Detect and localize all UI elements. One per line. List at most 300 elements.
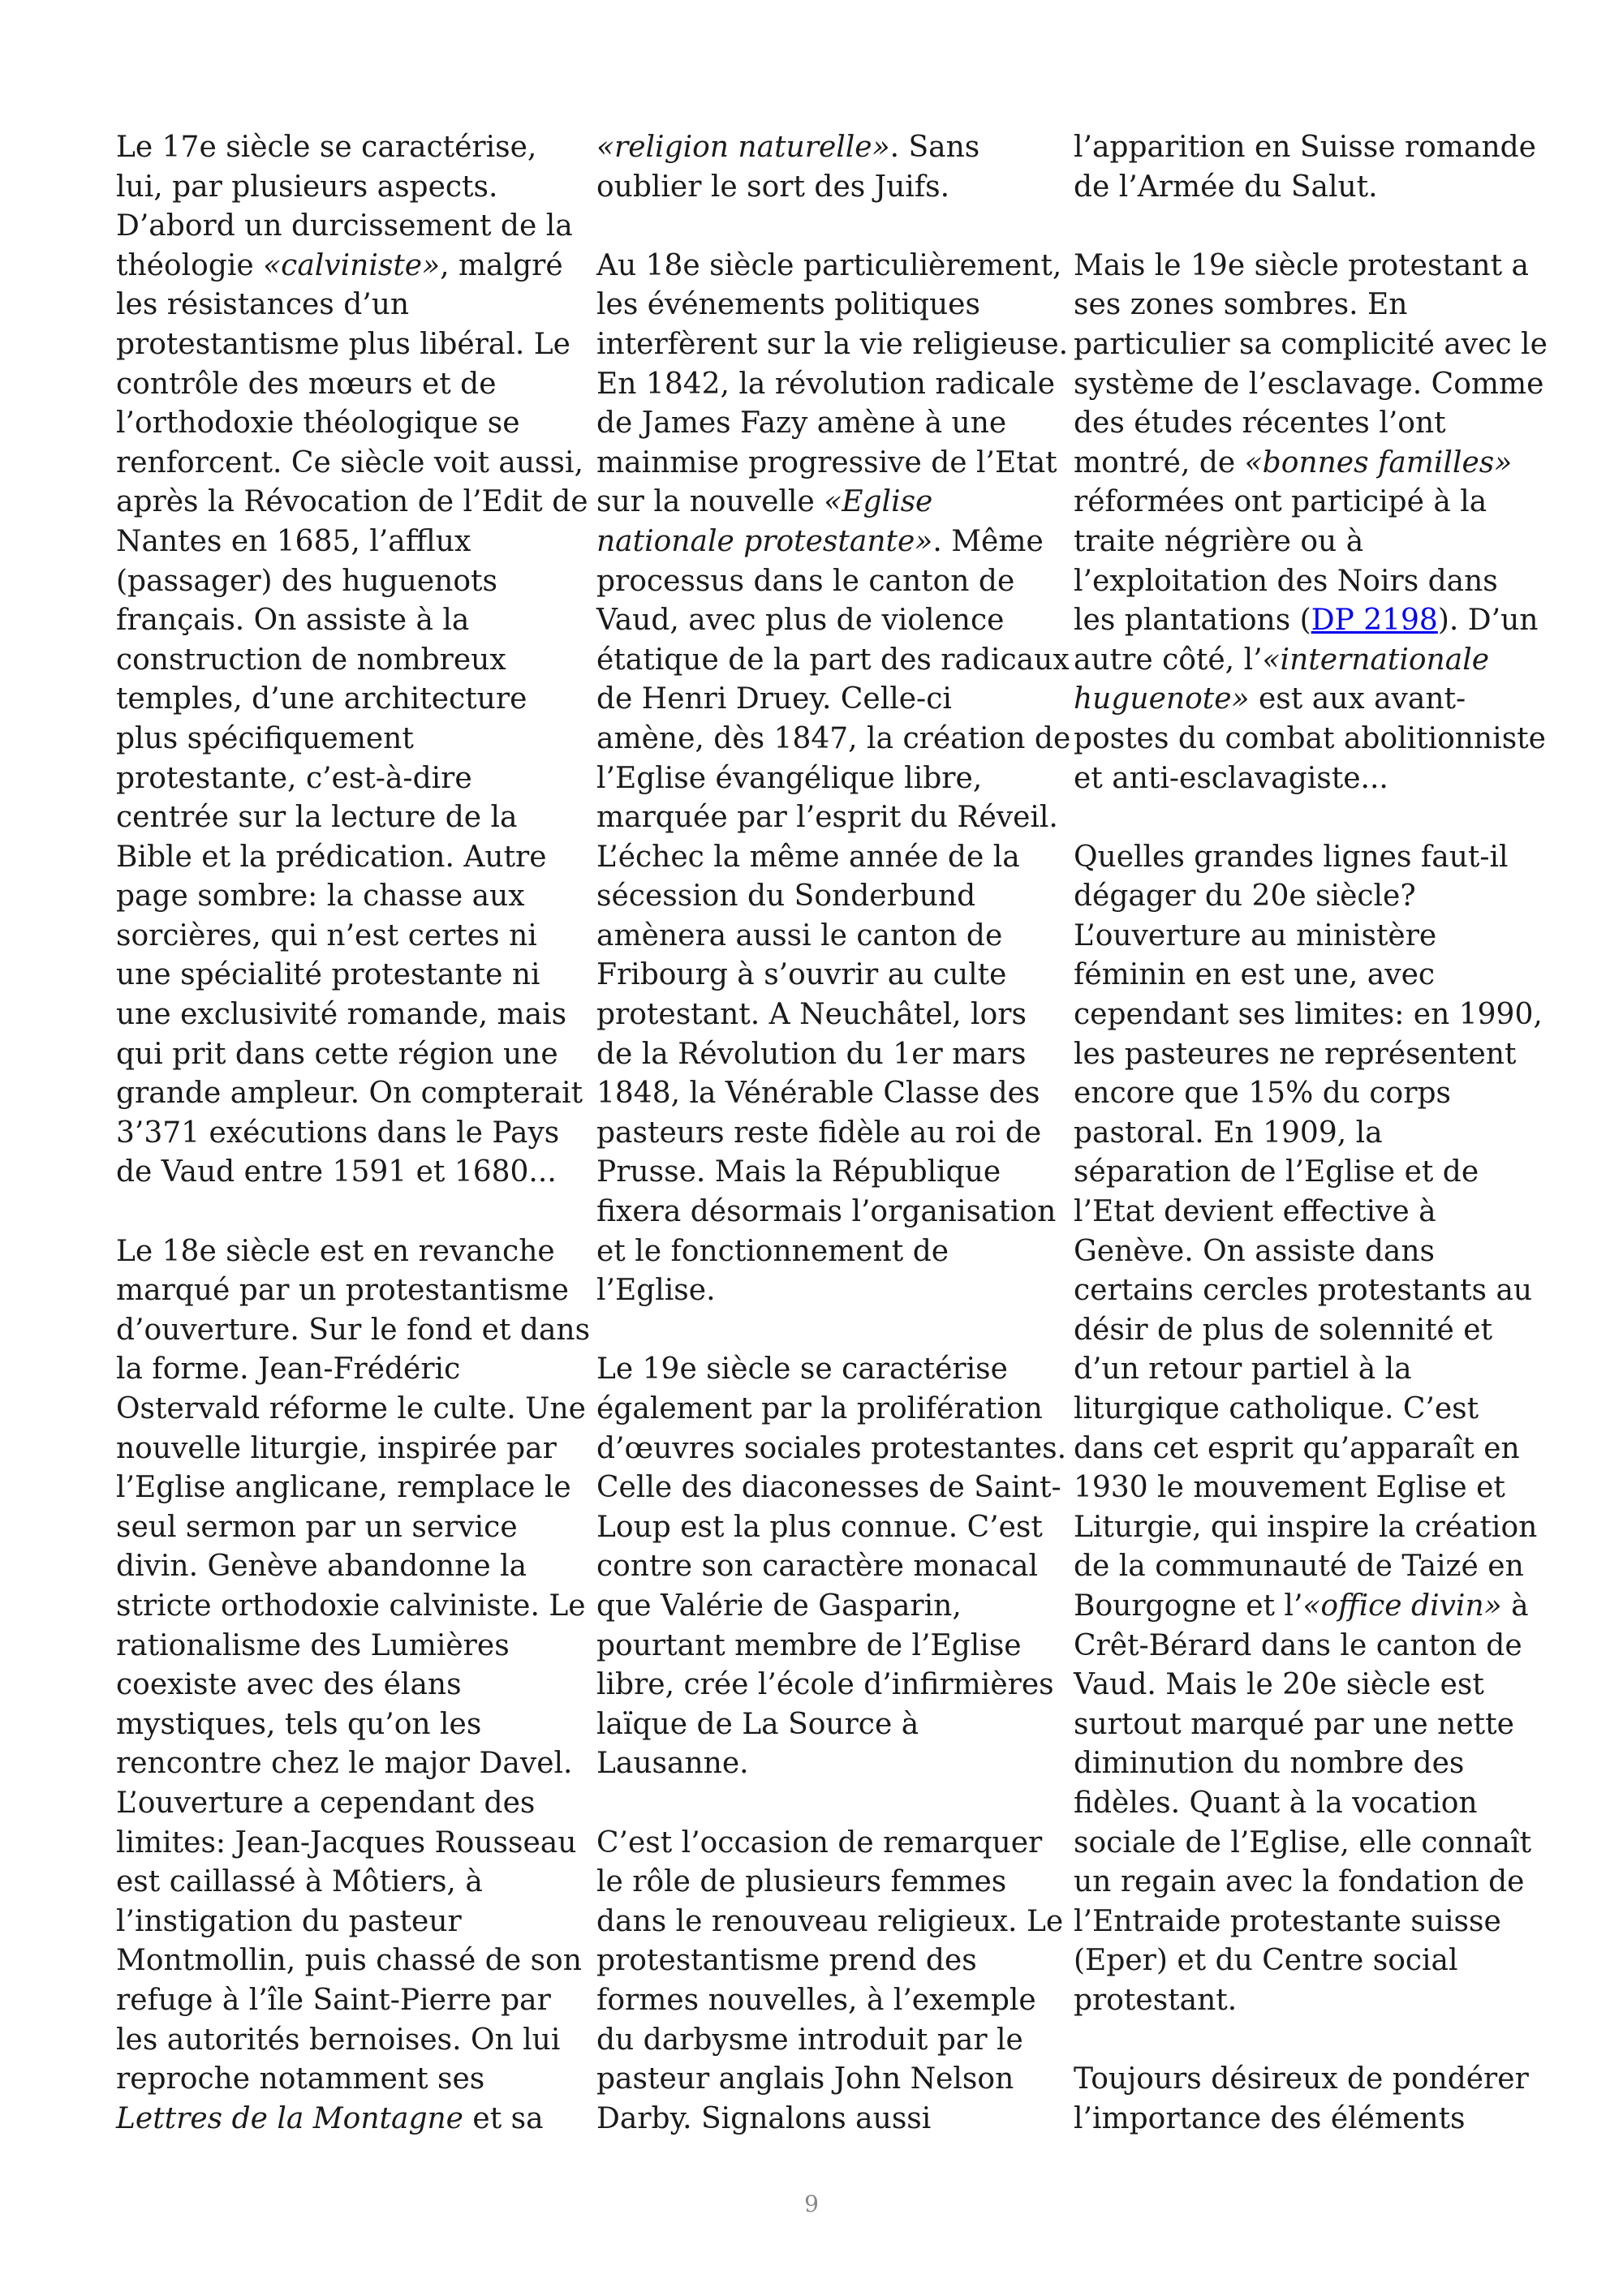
text-line (116, 917, 591, 957)
text-line (596, 168, 1071, 208)
text-run: 1848, la Vénérable Classe des (596, 1077, 1040, 1111)
text-line (596, 1193, 1071, 1232)
text-run: stricte orthodoxie calviniste. Le (116, 1589, 586, 1623)
text-line (596, 1824, 1071, 1864)
text-line (596, 1232, 1071, 1272)
text-run: étatique de la part des radicaux (596, 643, 1070, 677)
text-run: français. On assiste à la (116, 604, 470, 638)
text-run: Nantes en 1685, l’afflux (116, 524, 471, 558)
text-run: Bourgogne et l’ (1074, 1589, 1303, 1623)
text-run: seul sermon par un service (116, 1510, 518, 1544)
text-line (596, 365, 1071, 405)
text-run: Au 18e siècle particulièrement, (596, 248, 1062, 282)
text-run: d’ouverture. Sur le fond et dans (116, 1313, 591, 1347)
text-run: lui, par plusieurs aspects. (116, 170, 498, 204)
text-line (116, 128, 591, 168)
text-run: Loup est la plus connue. C’est (596, 1510, 1043, 1544)
text-line (1074, 1705, 1548, 1745)
text-run: reproche notamment ses (116, 2062, 485, 2096)
text-run: page sombre: la chasse aux (116, 879, 525, 914)
text-run: que Valérie de Gasparin, (596, 1589, 962, 1623)
text-line (1074, 1430, 1548, 1469)
text-line (116, 877, 591, 917)
text-run: protestant. (1074, 1983, 1238, 2017)
text-line (116, 325, 591, 365)
text-run: les résistances d’un (116, 288, 410, 322)
text-line (596, 1903, 1071, 1942)
text-line (596, 641, 1071, 681)
text-line (1074, 1508, 1548, 1548)
text-run: est aux avant- (1249, 682, 1466, 716)
text-run: protestant. A Neuchâtel, lors (596, 998, 1027, 1032)
column-1 (116, 128, 591, 2139)
text-line (1074, 325, 1548, 365)
text-line (596, 325, 1071, 365)
text-run: L’ouverture a cependant des (116, 1786, 536, 1820)
text-line (1074, 1390, 1548, 1430)
text-line (1074, 404, 1548, 444)
text-line (116, 798, 591, 838)
text-run: (passager) des huguenots (116, 564, 497, 598)
text-line (596, 247, 1071, 286)
text-line (596, 995, 1071, 1035)
text-line (116, 1705, 591, 1745)
text-run: un regain avec la fondation de (1074, 1865, 1525, 1899)
text-run: renforcent. Ce siècle voit aussi, (116, 445, 583, 479)
paragraph (116, 1232, 591, 2139)
text-line (596, 1074, 1071, 1114)
text-run: encore que 15% du corps (1074, 1077, 1451, 1111)
text-run: pastoral. En 1909, la (1074, 1116, 1383, 1150)
text-line (1074, 1744, 1548, 1784)
text-run: certains cercles protestants au (1074, 1274, 1533, 1308)
text-run: Le 17e siècle se caractérise, (116, 131, 537, 164)
italic-text-run: Lettres de la Montagne (116, 2101, 463, 2135)
text-line (596, 2021, 1071, 2061)
text-line (116, 1547, 591, 1587)
text-run: L’ouverture au ministère (1074, 918, 1437, 952)
text-line (1074, 1784, 1548, 1824)
text-run: d’un retour partiel à la (1074, 1352, 1412, 1387)
text-line (1074, 444, 1548, 484)
text-line (116, 1824, 591, 1864)
text-line (1074, 720, 1548, 759)
text-run: mainmise progressive de l’Etat (596, 445, 1057, 479)
text-run: formes nouvelles, à l’exemple (596, 1983, 1036, 2017)
text-run: limites: Jean-Jacques Rousseau (116, 1825, 577, 1860)
text-line (116, 1271, 591, 1311)
text-line (116, 1941, 591, 1981)
text-run: les autorités bernoises. On lui (116, 2023, 561, 2057)
text-run: centrée sur la lecture de la (116, 801, 518, 835)
paragraph (596, 128, 1071, 207)
text-line (116, 2060, 591, 2100)
text-line (596, 2060, 1071, 2100)
text-line (596, 1390, 1071, 1430)
text-line (596, 680, 1071, 720)
text-run: sécession du Sonderbund (596, 879, 976, 914)
text-run: l’Eglise anglicane, remplace le (116, 1471, 571, 1505)
text-run: Montmollin, puis chassé de son (116, 1944, 582, 1978)
text-line (1074, 759, 1548, 799)
text-line (1074, 995, 1548, 1035)
text-line (116, 404, 591, 444)
text-run: les événements politiques (596, 288, 980, 322)
text-line (116, 522, 591, 562)
text-line (116, 956, 591, 995)
italic-text-run: «internationale (1262, 643, 1490, 677)
text-run: système de l’esclavage. Comme (1074, 367, 1544, 401)
text-line (1074, 1981, 1548, 2021)
text-run: à (1501, 1589, 1529, 1623)
text-line (1074, 1824, 1548, 1864)
text-run: les plantations ( (1074, 604, 1311, 638)
text-run: l’instigation du pasteur (116, 1904, 462, 1938)
text-run: cependant ses limites: en 1990, (1074, 998, 1543, 1032)
text-line (1074, 1311, 1548, 1351)
text-run: qui prit dans cette région une (116, 1037, 558, 1071)
text-line (1074, 1587, 1548, 1627)
text-line (116, 1863, 591, 1903)
text-run: construction de nombreux (116, 643, 506, 677)
text-run: fixera désormais l’organisation (596, 1195, 1057, 1229)
italic-text-run: huguenote» (1074, 682, 1250, 716)
text-line (116, 483, 591, 522)
text-line (116, 444, 591, 484)
text-line (116, 1903, 591, 1942)
text-line (596, 1430, 1071, 1469)
text-run: fidèles. Quant à la vocation (1074, 1786, 1478, 1820)
text-run: de la communauté de Taizé en (1074, 1550, 1524, 1584)
text-line (596, 759, 1071, 799)
text-run: Mais le 19e siècle protestant a (1074, 248, 1529, 282)
text-run: liturgique catholique. C’est (1074, 1392, 1479, 1425)
text-line (116, 562, 591, 602)
text-run: Vaud. Mais le 20e siècle est (1074, 1668, 1484, 1702)
text-line (1074, 1350, 1548, 1390)
paragraph (1074, 247, 1548, 798)
text-line (116, 1153, 591, 1193)
text-run: des études récentes l’ont (1074, 406, 1446, 441)
text-line (596, 956, 1071, 995)
text-line (596, 1547, 1071, 1587)
text-run: libre, crée l’école d’infirmières (596, 1668, 1054, 1702)
text-run: protestantisme plus libéral. Le (116, 327, 570, 361)
text-run: interfèrent sur la vie religieuse. (596, 327, 1069, 361)
column-3 (1074, 128, 1548, 2139)
paragraph (1074, 838, 1548, 2021)
text-line (1074, 168, 1548, 208)
text-run: féminin en est une, avec (1074, 958, 1436, 992)
text-run: Genève. On assiste dans (1074, 1234, 1436, 1268)
text-line (116, 1508, 591, 1548)
text-line (116, 1666, 591, 1705)
text-run: dans le renouveau religieux. Le (596, 1904, 1064, 1938)
text-run: En 1842, la révolution radicale (596, 367, 1056, 401)
text-run: mystiques, tels qu’on les (116, 1707, 482, 1741)
dp-2198-link[interactable]: DP 2198 (1311, 604, 1438, 638)
text-line (596, 877, 1071, 917)
text-line (596, 404, 1071, 444)
text-line (596, 1705, 1071, 1745)
text-line (1074, 1547, 1548, 1587)
text-run: pourtant membre de l’Eglise (596, 1628, 1022, 1662)
text-line (596, 1744, 1071, 1784)
text-run: l’Etat devient effective à (1074, 1195, 1436, 1229)
paragraph (116, 128, 591, 1193)
text-run: D’abord un durcissement de la (116, 209, 573, 243)
text-line (1074, 2100, 1548, 2139)
text-run: protestantisme prend des (596, 1944, 977, 1978)
text-line (596, 128, 1071, 168)
paragraph (596, 247, 1071, 1311)
text-line (596, 286, 1071, 325)
text-line (1074, 956, 1548, 995)
text-run: diminution du nombre des (1074, 1747, 1465, 1781)
text-line (116, 1074, 591, 1114)
text-run: (Eper) et du Centre social (1074, 1944, 1458, 1978)
text-line (596, 1587, 1071, 1627)
text-run: dans cet esprit qu’apparaît en (1074, 1431, 1520, 1465)
text-run: temples, d’une architecture (116, 682, 527, 716)
text-line (596, 917, 1071, 957)
text-run: sur la nouvelle (596, 485, 824, 519)
text-line (116, 838, 591, 878)
text-run: une spécialité protestante ni (116, 958, 540, 992)
text-line (116, 1430, 591, 1469)
text-run: de la Révolution du 1er mars (596, 1037, 1027, 1071)
text-line (116, 601, 591, 641)
text-line (1074, 1468, 1548, 1508)
text-line (1074, 522, 1548, 562)
text-line (116, 365, 591, 405)
text-line (1074, 601, 1548, 641)
text-line (596, 1863, 1071, 1903)
column-2 (596, 128, 1071, 2139)
text-line (116, 1784, 591, 1824)
text-run: . Même (932, 524, 1044, 558)
text-run: les pasteures ne représentent (1074, 1037, 1517, 1071)
text-line (1074, 286, 1548, 325)
text-run: rationalisme des Lumières (116, 1628, 510, 1662)
text-run: contre son caractère monacal (596, 1550, 1039, 1584)
text-run: de Henri Druey. Celle-ci (596, 682, 952, 716)
text-run: est caillassé à Môtiers, à (116, 1865, 483, 1899)
text-line (116, 1350, 591, 1390)
text-run: d’œuvres sociales protestantes. (596, 1431, 1067, 1465)
text-run: une exclusivité romande, mais (116, 998, 567, 1032)
text-line (116, 1587, 591, 1627)
text-run: Bible et la prédication. Autre (116, 840, 547, 874)
text-line (596, 1114, 1071, 1154)
text-run: nouvelle liturgie, inspirée par (116, 1431, 557, 1465)
text-run: refuge à l’île Saint-Pierre par (116, 1983, 551, 2017)
text-run: Toujours désireux de pondérer (1074, 2062, 1529, 2096)
text-run: plus spécifiquement (116, 721, 414, 755)
text-line (1074, 2060, 1548, 2100)
text-run: l’Entraide protestante suisse (1074, 1904, 1501, 1938)
page-number: 9 (804, 2191, 819, 2217)
text-line (596, 522, 1071, 562)
text-run: l’exploitation des Noirs dans (1074, 564, 1498, 598)
text-run: laïque de La Source à (596, 1707, 919, 1741)
text-line (1074, 917, 1548, 957)
text-line (596, 1627, 1071, 1666)
text-line (1074, 1863, 1548, 1903)
text-line (596, 1153, 1071, 1193)
text-line (596, 483, 1071, 522)
text-run: le rôle de plusieurs femmes (596, 1865, 1007, 1899)
text-run: également par la prolifération (596, 1392, 1043, 1425)
text-run: grande ampleur. On compterait (116, 1077, 583, 1111)
text-run: amènera aussi le canton de (596, 918, 1003, 952)
text-run: Prusse. Mais la République (596, 1155, 1001, 1189)
text-line (116, 1627, 591, 1666)
text-line (596, 1941, 1071, 1981)
text-run: particulier sa complicité avec le (1074, 327, 1548, 361)
text-run: de James Fazy amène à une (596, 406, 1007, 441)
text-line (116, 720, 591, 759)
text-line (596, 1508, 1071, 1548)
text-line (1074, 1666, 1548, 1705)
text-run: sorcières, qui n’est certes ni (116, 918, 537, 952)
text-run: marquée par l’esprit du Réveil. (596, 801, 1058, 835)
text-line (1074, 680, 1548, 720)
text-run: et anti-esclavagiste... (1074, 761, 1388, 795)
text-line (596, 444, 1071, 484)
paragraph (596, 1350, 1071, 1784)
text-run: Fribourg à s’ouvrir au culte (596, 958, 1007, 992)
italic-text-run: «office divin» (1302, 1589, 1502, 1623)
text-run: contrôle des mœurs et de (116, 367, 497, 401)
text-line (1074, 1114, 1548, 1154)
italic-text-run: «calviniste» (263, 248, 441, 282)
text-line (1074, 247, 1548, 286)
text-line (116, 1232, 591, 1272)
text-line (1074, 365, 1548, 405)
italic-text-run: «Eglise (824, 485, 933, 519)
text-run: protestante, c’est-à-dire (116, 761, 472, 795)
text-line (1074, 1941, 1548, 1981)
text-line (596, 562, 1071, 602)
text-run: Celle des diaconesses de Saint- (596, 1471, 1061, 1505)
text-run: de Vaud entre 1591 et 1680... (116, 1155, 557, 1189)
text-line (116, 680, 591, 720)
text-line (1074, 1627, 1548, 1666)
paragraph (1074, 2060, 1548, 2139)
italic-text-run: «bonnes familles» (1244, 445, 1513, 479)
text-line (1074, 1271, 1548, 1311)
text-line (116, 995, 591, 1035)
text-line (1074, 562, 1548, 602)
text-run: Le 19e siècle se caractérise (596, 1352, 1008, 1387)
text-line (116, 1744, 591, 1784)
text-line (596, 1035, 1071, 1075)
text-run: marqué par un protestantisme (116, 1274, 569, 1308)
text-line (596, 1666, 1071, 1705)
text-run: Lausanne. (596, 1747, 749, 1781)
text-line (1074, 1193, 1548, 1232)
text-run: L’échec la même année de la (596, 840, 1020, 874)
text-line (1074, 1232, 1548, 1272)
text-line (1074, 483, 1548, 522)
text-line (116, 1035, 591, 1075)
text-run: oublier le sort des Juifs. (596, 170, 950, 204)
text-line (116, 168, 591, 208)
text-run: montré, de (1074, 445, 1245, 479)
text-line (1074, 877, 1548, 917)
text-run: de l’Armée du Salut. (1074, 170, 1378, 204)
paragraph (596, 1824, 1071, 2139)
text-run: l’apparition en Suisse romande (1074, 131, 1536, 164)
text-run: surtout marqué par une nette (1074, 1707, 1514, 1741)
text-line (116, 1981, 591, 2021)
text-run: . Sans (889, 131, 980, 164)
text-run: après la Révocation de l’Edit de (116, 485, 588, 519)
text-line (1074, 1903, 1548, 1942)
text-line (596, 601, 1071, 641)
text-line (596, 1981, 1071, 2021)
text-run: l’Eglise. (596, 1274, 716, 1308)
text-run: coexiste avec des élans (116, 1668, 462, 1702)
italic-text-run: «religion naturelle» (596, 131, 890, 164)
text-run: et sa (463, 2101, 544, 2135)
text-run: Ostervald réforme le culte. Une (116, 1392, 586, 1425)
text-line (596, 838, 1071, 878)
text-run: processus dans le canton de (596, 564, 1015, 598)
text-run: divin. Genève abandonne la (116, 1550, 527, 1584)
text-line (1074, 1035, 1548, 1075)
text-line (116, 1311, 591, 1351)
text-line (116, 1114, 591, 1154)
text-line (1074, 1074, 1548, 1114)
text-run: 1930 le mouvement Eglise et (1074, 1471, 1505, 1505)
text-run: C’est l’occasion de remarquer (596, 1825, 1043, 1860)
paragraph (1074, 128, 1548, 207)
text-line (1074, 838, 1548, 878)
text-line (116, 286, 591, 325)
text-line (596, 1468, 1071, 1508)
text-run: amène, dès 1847, la création de (596, 721, 1071, 755)
italic-text-run: nationale protestante» (596, 524, 933, 558)
text-line (596, 720, 1071, 759)
text-run: pasteurs reste fidèle au roi de (596, 1116, 1042, 1150)
text-run: la forme. Jean-Frédéric (116, 1352, 461, 1387)
text-line (116, 247, 591, 286)
text-run: théologie (116, 248, 264, 282)
text-line (116, 1390, 591, 1430)
text-run: Quelles grandes lignes faut-il (1074, 840, 1509, 874)
text-line (116, 1468, 591, 1508)
text-run: rencontre chez le major Davel. (116, 1747, 573, 1781)
text-line (116, 207, 591, 247)
text-run: Vaud, avec plus de violence (596, 604, 1005, 638)
text-run: pasteur anglais John Nelson (596, 2062, 1014, 2096)
text-line (596, 1350, 1071, 1390)
text-run: l’Eglise évangélique libre, (596, 761, 983, 795)
text-line (596, 798, 1071, 838)
text-line (596, 2100, 1071, 2139)
text-run: dégager du 20e siècle? (1074, 879, 1416, 914)
text-run: ). D’un (1437, 604, 1539, 638)
text-run: Darby. Signalons aussi (596, 2101, 932, 2135)
text-run: postes du combat abolitionniste (1074, 721, 1546, 755)
text-run: réformées ont participé à la (1074, 485, 1487, 519)
text-run: ses zones sombres. En (1074, 288, 1408, 322)
text-run: du darbysme introduit par le (596, 2023, 1023, 2057)
text-run: , malgré (440, 248, 563, 282)
text-run: traite négrière ou à (1074, 524, 1364, 558)
